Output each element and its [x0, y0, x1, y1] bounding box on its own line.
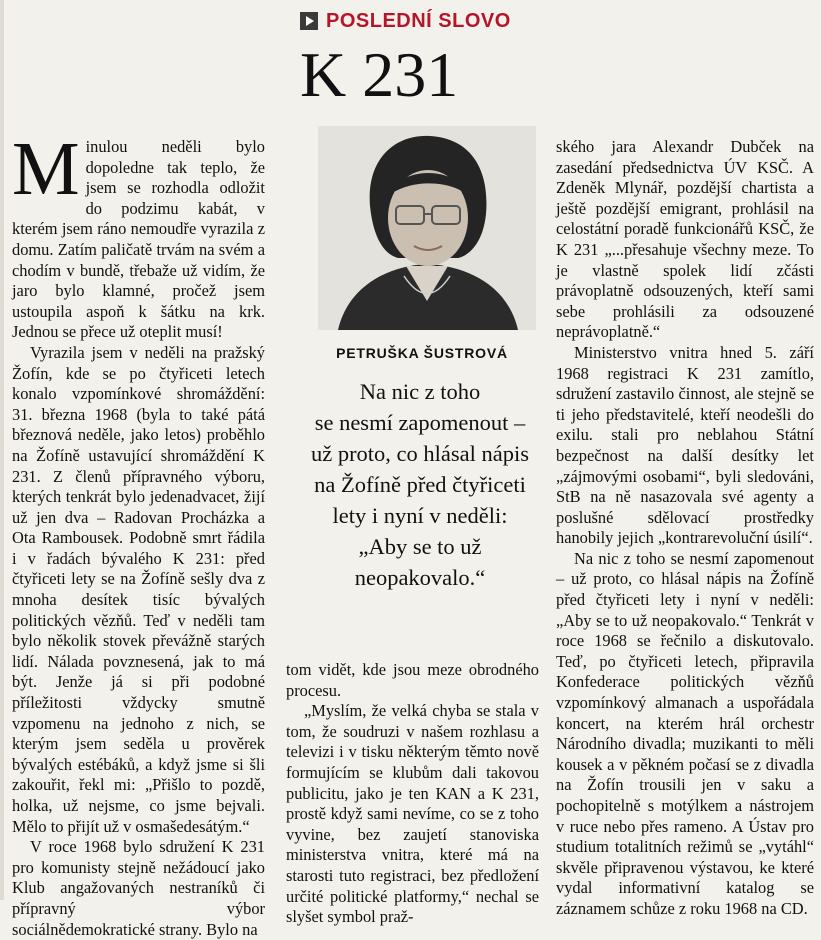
paragraph: Na nic z toho se nesmí zapomenout – už proto, co hlásal nápis na Žofíně před čtyřiceti lety i nyní v neděli: „Aby se to už neopakovalo.“ Tenkrát v roce 1968 se řečnilo a diskutovalo. Teď, po čtyřiceti letech, připravila Konfederace politických vězňů vzpomínkový almanach a uspořádala koncert, na kterém hrál orchestr Národního divadla; muzikanti to měli kousek a v pěkném počasí se z divadla na Žofín trousili jen v saku a pochopitelně s motýlkem a nástrojem v ruce nebo přes rameno. A Ústav pro studium totalitních režimů se „vytáhl“ skvěle připravenou výstavou, ke které vydal informativní katalog se záznamem schůze z roku 1968 na CD.: [556, 548, 814, 918]
rubric-label: POSLEDNÍ SLOVO: [326, 9, 511, 32]
paragraph: „Myslím, že velká chyba se stala v tom, že soudruzi v našem rozhlasu a televizi i v tisku některým těmto nově formujícím se klubům dali takovou publicitu, jako je ten KAN a K 231, prostě když sami nevíme, co se z toho vyvine, bez zaujetí stanoviska ministerstva vnitra, které má na starosti tuto registraci, bez předložení určité politické platformy,“ nechal se slyšet symbol praž-: [286, 701, 539, 927]
article-column-1: [12, 127, 265, 940]
pull-quote-line: už proto, co hlásal nápis: [310, 441, 530, 466]
author-portrait: [318, 126, 536, 330]
paragraph: tom vidět, kde jsou meze obrodného procesu.: [286, 660, 539, 700]
drop-cap: M: [12, 127, 80, 211]
paragraph: ského jara Alexandr Dubček na zasedání předsednictva ÚV KSČ. A Zdeněk Mlynář, pozdější chartista a ještě pozdější emigrant, prohlásil na celostátní poradě funkcionářů KSČ, že K 231 „...přesahuje všechny meze. To je vlastně spolek lidí zčásti právoplatně odsouzených, kteří sami sebe prohlásili za odsouzené neprávoplatně.“: [556, 137, 814, 342]
pull-quote-line: neopakovalo.“: [354, 565, 486, 590]
paragraph: Vyrazila jsem v neděli na pražský Žofín, kde se po čtyřiceti letech konalo vzpomínkové shromáždění: 31. března 1968 (byla to také pátá březnová neděle, jako letos) proběhlo na Žofíně ustavující shromáždění K 231. Z členů přípravného výboru, kterých tenkrát bylo jedenadvacet, žijí už jen dva – Radovan Procházka a Ota Rambousek. Podobně smrt řádila i v řadách bývalého K 231: před čtyřiceti lety se na Žofíně sešly dva z mnoha desítek tisíc bývalých politických vězňů. Teď v neděli tam bylo několik stovek převážně starých lidí. Nálada povznesená, jak to má být. Jenže já si při podobné příležitosti vždycky smutně vzpomenu na jednoho z nich, se kterým jsem seděla u prověrek bývalých estébáků, a když jsme si šli zakouřit, řekl mi: „Přišlo to pozdě, holka, už nejsme, co jsme bejvali. Mělo to přijít už v osmašedesátým.“: [12, 342, 265, 836]
article-headline: K 231: [300, 39, 459, 110]
section-rubric: [300, 8, 511, 34]
pull-quote-line: se nesmí zapomenout –: [314, 410, 526, 435]
pull-quote-line: „Aby se to už: [358, 534, 482, 559]
author-portrait-image: [318, 126, 536, 330]
paragraph: [12, 127, 265, 343]
pull-quote-line: lety i nyní v neděli:: [332, 503, 508, 528]
paragraph-text: inulou neděli bylo dopoledne tak teplo, že jsem se rozhodla odložit do podzimu kabát, v kterém jsem ráno nemoudře vyrazila z domu. Zatím paličatě trvám na svém a chodím v bundě, třebaže už vidím, že jaro bylo klamné, pročež jsem ustoupila aspoň k šátku na krk. Jednou se přece už oteplit musí!: [12, 137, 265, 342]
pull-quote-line: na Žofíně před čtyřiceti: [314, 472, 526, 497]
pull-quote-line: Na nic z toho: [359, 379, 481, 404]
play-marker-icon: [300, 12, 318, 30]
paragraph: V roce 1968 bylo sdružení K 231 pro komunisty stejně nežádoucí jako Klub angažovaných nestraníků či přípravný výbor sociálnědemokratické strany. Bylo na: [12, 837, 265, 939]
author-byline: PETRUŠKA ŠUSTROVÁ: [336, 345, 508, 361]
article-column-2: [286, 660, 539, 928]
pull-quote: [290, 376, 550, 593]
article-column-3: [556, 137, 814, 920]
paragraph: Ministerstvo vnitra hned 5. září 1968 registraci K 231 zamítlo, sdružení zastavilo činnost, ale stejně se ti jeho představitelé, kteří neodešli do exilu. stali pro neblahou Státní bezpečnost na další desítky let „zájmovými osobami“, byli sledováni, StB na ně nasazovala své agenty a poslušné sdělovací prostředky hanobily jejich „kontrarevoluční úsilí“.: [556, 342, 814, 548]
page-edge: [0, 0, 4, 900]
